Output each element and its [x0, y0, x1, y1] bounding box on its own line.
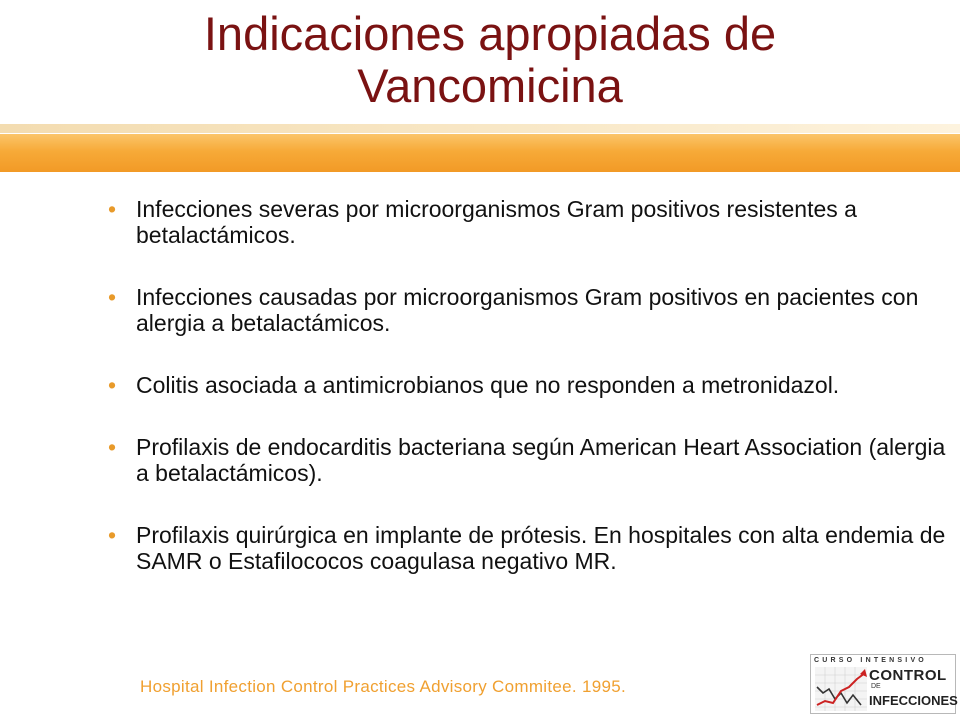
bullet-item	[108, 434, 958, 486]
bullet-dot-icon: •	[108, 434, 117, 460]
header-band-light	[0, 124, 960, 133]
logo-infecciones-text: INFECCIONES	[869, 693, 958, 708]
course-logo	[810, 654, 956, 714]
bullet-dot-icon: •	[108, 372, 117, 398]
chart-logo-icon	[815, 667, 867, 711]
bullet-item	[108, 522, 958, 574]
bullet-item	[108, 284, 958, 336]
source-citation: Hospital Infection Control Practices Advisory Commitee. 1995.	[140, 677, 627, 696]
bullet-text: Profilaxis de endocarditis bacteriana según American Heart Association (alergia a betalactámicos).	[136, 434, 946, 486]
logo-control-text: CONTROL	[869, 667, 947, 684]
slide-title: Indicaciones apropiadas de Vancomicina	[203, 7, 777, 112]
bullet-dot-icon: •	[108, 284, 117, 310]
bullet-item	[108, 196, 958, 248]
bullet-dot-icon: •	[108, 196, 117, 222]
bullet-item	[108, 372, 958, 398]
bullet-text: Profilaxis quirúrgica en implante de prótesis. En hospitales con alta endemia de SAMR o Estafilococos coagulasa negativo MR.	[136, 522, 946, 574]
bullet-list	[108, 196, 958, 610]
logo-top-text: CURSO INTENSIVO	[814, 657, 927, 664]
bullet-text: Colitis asociada a antimicrobianos que no responden a metronidazol.	[136, 372, 840, 398]
header-band-orange	[0, 134, 960, 172]
bullet-dot-icon: •	[108, 522, 117, 548]
bullet-text: Infecciones severas por microorganismos Gram positivos resistentes a betalactámicos.	[136, 196, 857, 248]
bullet-text: Infecciones causadas por microorganismos Gram positivos en pacientes con alergia a betalactámicos.	[136, 284, 919, 336]
header-band	[0, 124, 960, 172]
logo-de-text: DE	[871, 683, 881, 690]
